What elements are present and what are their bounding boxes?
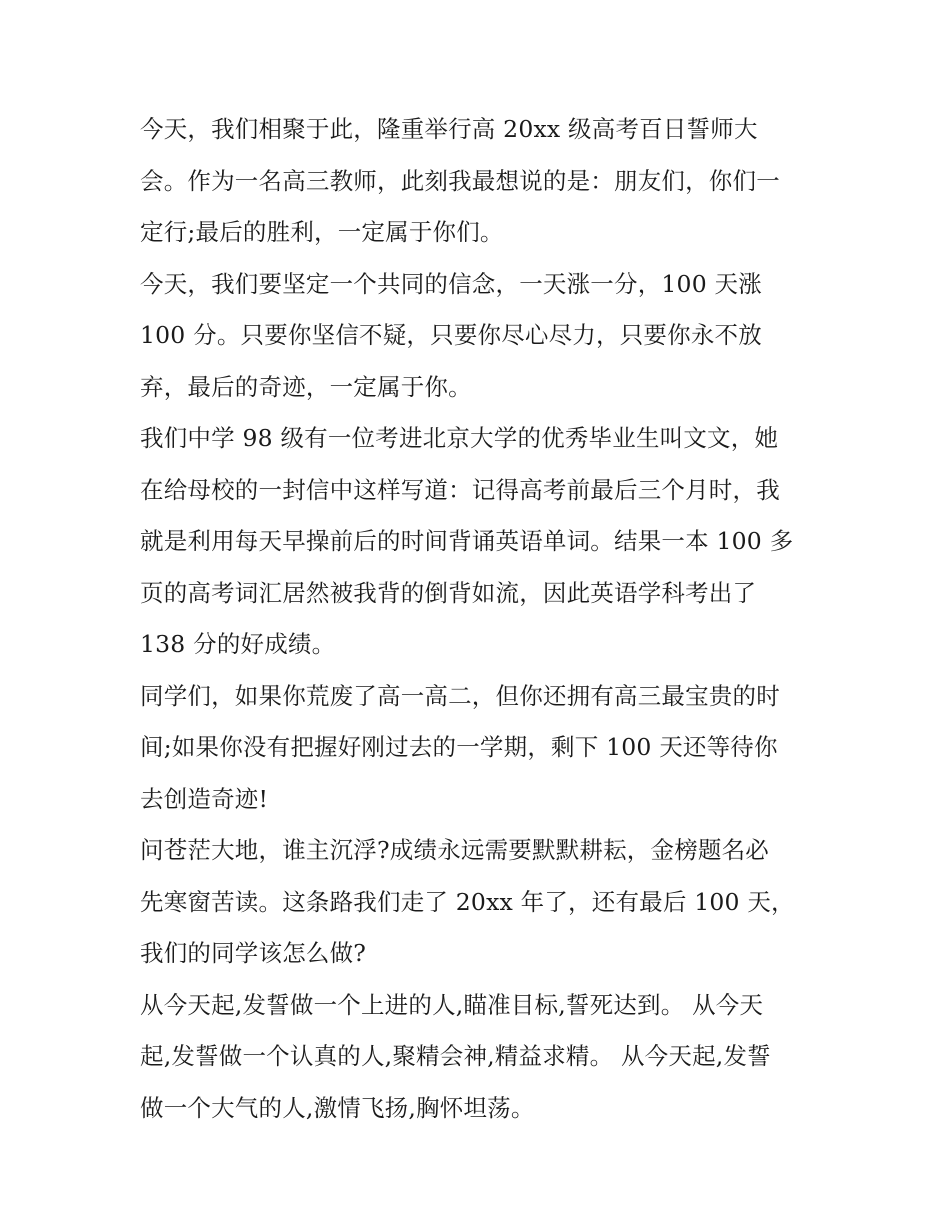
text-line: 同学们，如果你荒废了高一高二，但你还拥有高三最宝贵的时 <box>140 681 780 710</box>
text-line: 做一个大气的人,激情飞扬,胸怀坦荡。 <box>140 1093 535 1122</box>
paragraph-2 <box>140 259 820 414</box>
text-line: 100 分。只要你坚信不疑，只要你尽心尽力，只要你永不放 <box>140 321 762 349</box>
document-body <box>140 104 820 1134</box>
text-line: 弃，最后的奇迹，一定属于你。 <box>140 372 472 401</box>
text-line: 今天，我们相聚于此，隆重举行高 20xx 级高考百日誓师大 <box>140 115 758 143</box>
text-line: 就是利用每天早操前后的时间背诵英语单词。结果一本 100 多 <box>140 527 794 555</box>
paragraph-5 <box>140 825 820 980</box>
paragraph-1 <box>140 104 820 259</box>
text-line: 从今天起,发誓做一个上进的人,瞄准目标,誓死达到。 从今天 <box>140 990 764 1019</box>
text-line: 去创造奇迹! <box>140 784 269 813</box>
text-line: 起,发誓做一个认真的人,聚精会神,精益求精。 从今天起,发誓 <box>140 1042 771 1070</box>
paragraph-3 <box>140 413 820 671</box>
text-line: 间;如果你没有把握好刚过去的一学期，剩下 100 天还等待你 <box>140 733 778 761</box>
paragraph-6 <box>140 980 820 1135</box>
text-line: 138 分的好成绩。 <box>140 630 336 658</box>
text-line: 问苍茫大地，谁主沉浮?成绩永远需要默默耕耘，金榜题名必 <box>140 836 769 864</box>
text-line: 会。作为一名高三教师，此刻我最想说的是：朋友们，你们一 <box>140 166 780 195</box>
text-line: 先寒窗苦读。这条路我们走了 20xx 年了，还有最后 100 天， <box>140 887 795 916</box>
text-line: 页的高考词汇居然被我背的倒背如流，因此英语学科考出了 <box>140 578 757 607</box>
paragraph-4 <box>140 671 820 826</box>
text-line: 定行;最后的胜利，一定属于你们。 <box>140 218 504 246</box>
text-line: 我们的同学该怎么做? <box>140 939 367 967</box>
text-line: 今天，我们要坚定一个共同的信念，一天涨一分，100 天涨 <box>140 269 762 298</box>
text-line: 在给母校的一封信中这样写道：记得高考前最后三个月时，我 <box>140 475 780 504</box>
text-line: 我们中学 98 级有一位考进北京大学的优秀毕业生叫文文，她 <box>140 424 779 452</box>
